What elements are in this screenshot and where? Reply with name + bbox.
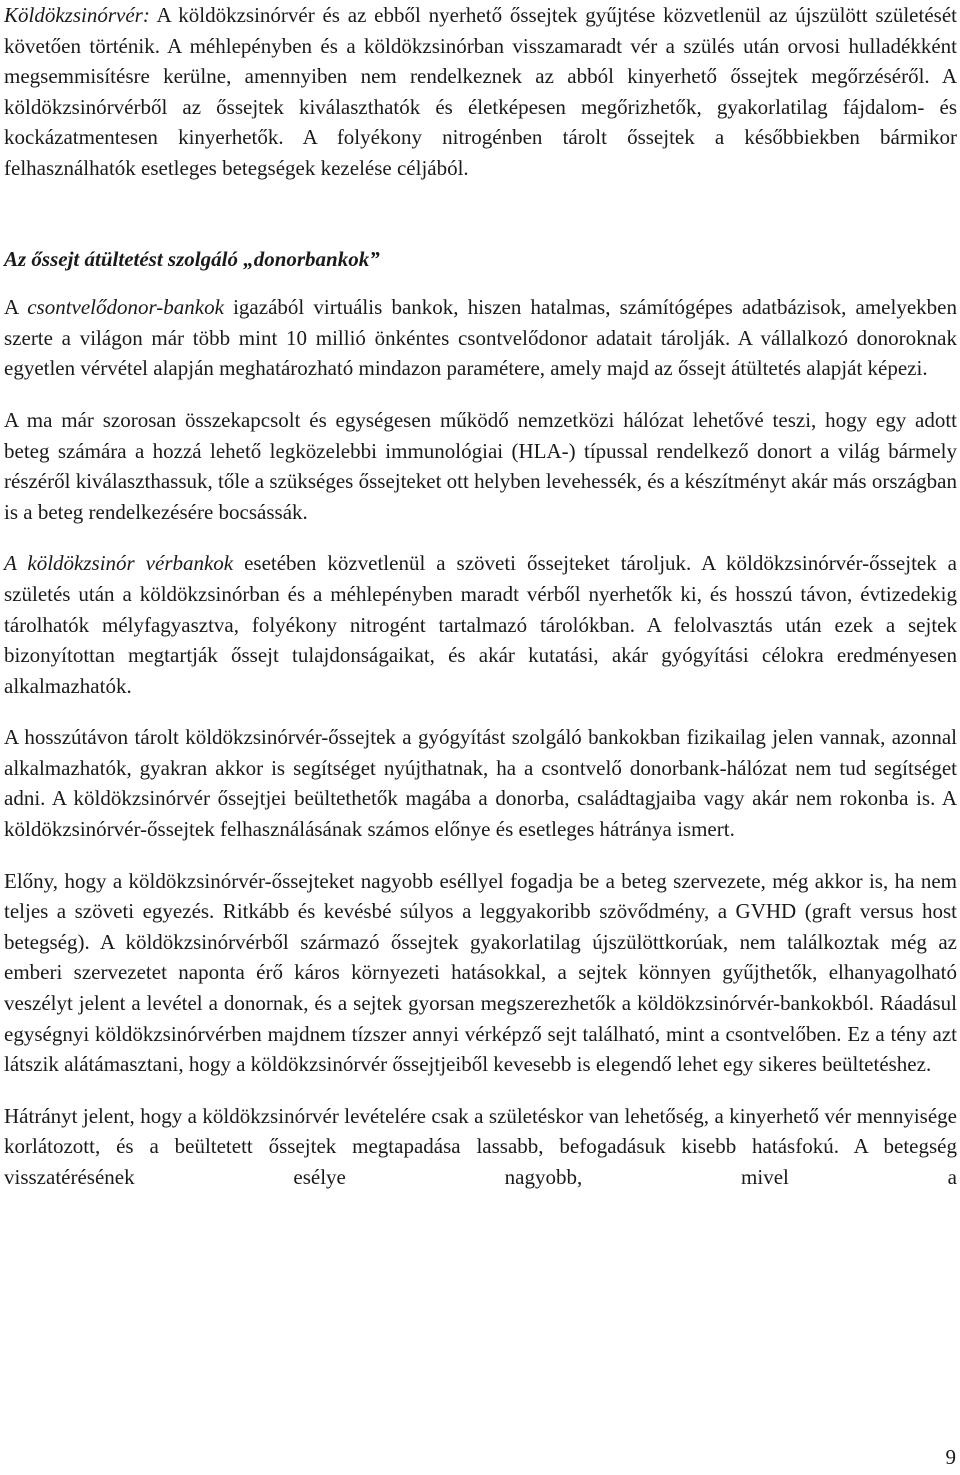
paragraph-advantages	[4, 866, 957, 1080]
paragraph-umbilical-cord-blood	[4, 0, 957, 184]
paragraph-text: igazából virtuális bankok, hiszen hatalmas, számítógépes adatbázisok, amelyekben szerte a világon már több mint 10 millió önkéntes csontvelődonor adatait tárolják. A vállalkozó donoroknak egyetlen vérvétel alapján meghatározható mindazon paramétere, amely majd az őssejt átültetés alapját képezi.	[4, 295, 957, 381]
paragraph-text: A ma már szorosan összekapcsolt és egységesen működő nemzetközi hálózat lehetővé teszi, hogy egy adott beteg számára a hozzá lehető legközelebbi immunológiai (HLA-) típussal rendelkező donort a világ bármely részéről kiválaszthassuk, tőle a szükséges őssejteket ott helyben levehessék, és a készítményt akár más országban is a beteg rendelkezésére bocsássák.	[4, 407, 957, 524]
term-cord-blood-banks: A köldökzsinór vérbankok	[4, 551, 234, 576]
term-bone-marrow-donor-banks: csontvelődonor-bankok	[27, 295, 224, 320]
paragraph-text: A köldökzsinórvér és az ebből nyerhető őssejtek gyűjtése közvetlenül az újszülött születését követően történik. A méhlepényben és a köldökzsinórban visszamaradt vér a szülés után orvosi hulladékként megsemmisítésre kerülne, amennyiben nem rendelkeznek az abból kinyerhető őssejtek megőrzéséről. A köldökzsinórvérből az őssejtek kiválaszthatók és életképesen megőrizhetők, gyakorlatilag fájdalom- és kockázatmentesen kinyerhetők. A folyékony nitrogénben tárolt őssejtek a későbbiekben bármikor felhasználhatók esetleges betegségek kezelése céljából.	[4, 3, 957, 180]
paragraph-text: Előny, hogy a köldökzsinórvér-őssejteket nagyobb eséllyel fogadja be a beteg szervezete, még akkor is, ha nem teljes a szöveti egyezés. Ritkább és kevésbé súlyos a leggyakoribb szövődmény, a GVHD (graft versus host betegség). A köldökzsinórvérből származó őssejtek gyakorlatilag újszülöttkorúak, nem találkoztak még az emberi szervezetet naponta érő káros környezeti hatásokkal, a sejtek könnyen gyűjthetők, elhanyagolható veszélyt jelent a levétel a donornak, és a sejtek gyorsan megszerezhetők a köldökzsinórvér-bankokból. Ráadásul egységnyi köldökzsinórvérben majdnem tízszer annyi vérképző sejt található, mint a csontvelőben. Ez a tény azt látszik alátámasztani, hogy a köldökzsinórvér őssejtjeiből kevesebb is elegendő lehet egy sikeres beültetéshez.	[4, 868, 957, 1077]
paragraph-cord-blood-banks	[4, 548, 957, 701]
paragraph-text: A hosszútávon tárolt köldökzsinórvér-őssejtek a gyógyítást szolgáló bankokban fizikailag jelen vannak, azonnal alkalmazhatók, gyakran akkor is segítséget nyújthatnak, ha a csontvelő donorbank-hálózat nem tud segítséget adni. A köldökzsinórvér őssejtjei beültethetők magába a donorba, családtagjaiba vagy akár nem rokonba is. A köldökzsinórvér-őssejtek felhasználásának számos előnye és esetleges hátránya ismert.	[4, 725, 957, 842]
paragraph-text: esetében közvetlenül a szöveti őssejteket tároljuk. A köldökzsinórvér-őssejtek a születés után a köldökzsinórban és a méhlepényben maradt vérből nyerhetők ki, és hosszú távon, évtizedekig tárolhatók mélyfagyasztva, folyékony nitrogént tartalmazó tárolókban. A felolvasztás után ezek a sejtek bizonyítottan megtartják őssejt tulajdonságaikat, és akár kutatási, akár gyógyítási célokra eredményesen alkalmazhatók.	[4, 551, 957, 698]
document-page	[4, 0, 957, 1193]
page-number: 9	[945, 1445, 956, 1469]
section-heading-donor-banks: Az őssejt átültetést szolgáló „donorbankok”	[4, 246, 380, 271]
paragraph-bone-marrow-banks: A csontvelődonor-bankok igazából virtuális bankok, hiszen hatalmas, számítógépes adatbázisok, amelyekben szerte a világon már több mint 10 millió önkéntes csontvelődonor adatait tárolják. A vállalkozó donoroknak egyetlen vérvétel alapján meghatározható mindazon paramétere, amely majd az őssejt átültetés alapját képezi.	[4, 295, 957, 381]
paragraph-long-term-storage	[4, 722, 957, 844]
paragraph-text: Hátrányt jelent, hogy a köldökzsinórvér levételére csak a születéskor van lehetőség, a kinyerhető vér mennyisége korlátozott, és a beültetett őssejtek megtapadása lassabb, befogadásuk kisebb hatásfokú. A betegség visszatérésének esélye nagyobb, mivel a	[4, 1103, 957, 1189]
paragraph-disadvantages	[4, 1101, 957, 1193]
paragraph-international-network	[4, 405, 957, 527]
term-umbilical-cord-blood: Köldökzsinórvér:	[4, 3, 150, 27]
